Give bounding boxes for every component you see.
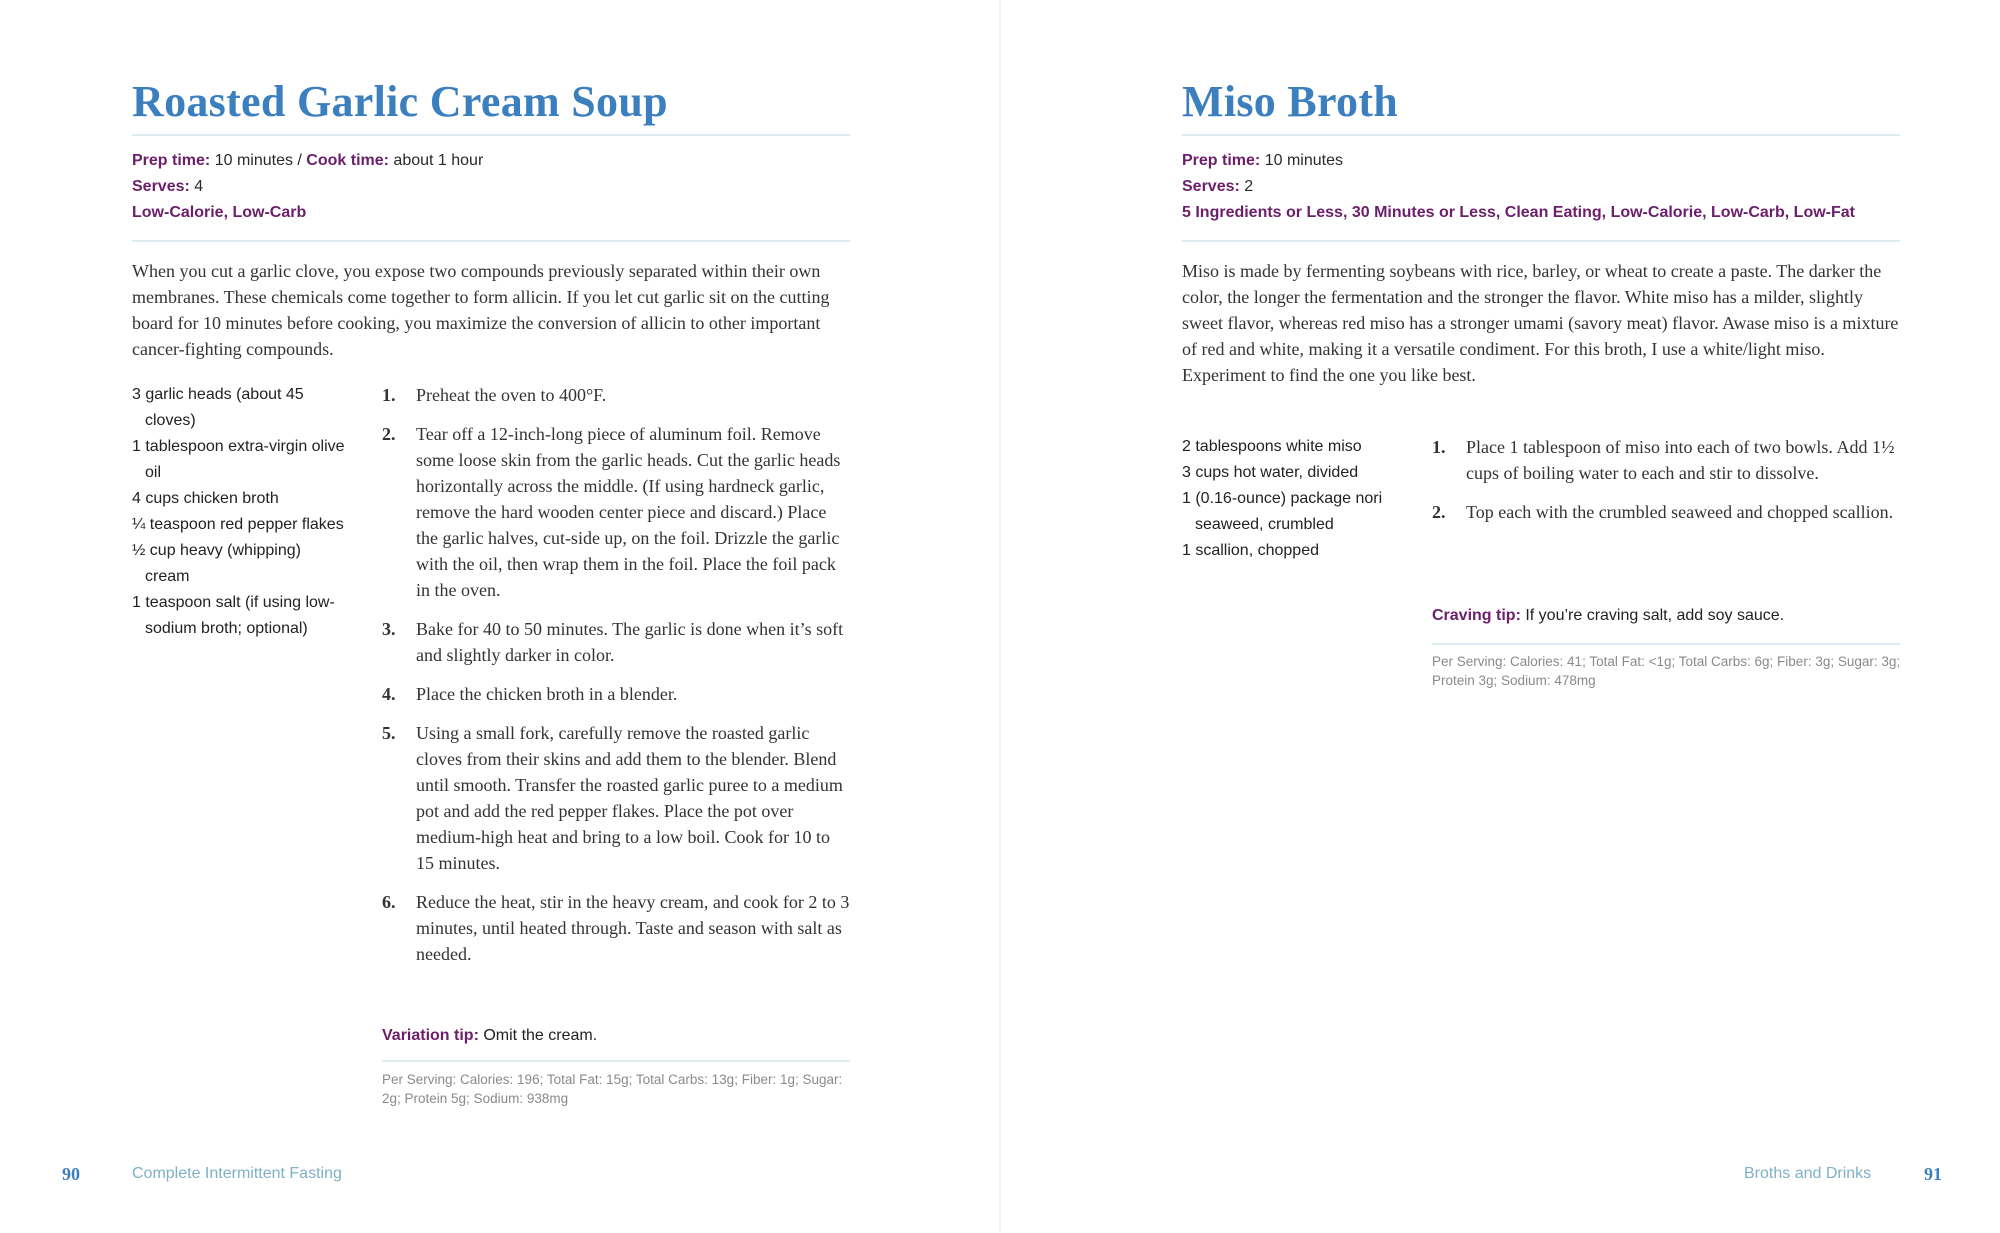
serves-label: Serves: [1182,178,1240,195]
running-title: Broths and Drinks [1744,1165,1872,1182]
step-text: Preheat the oven to 400°F. [416,385,607,405]
step-item [1432,434,1900,486]
nutrition-info: Per Serving: Calories: 196; Total Fat: 15g; Total Carbs: 13g; Fiber: 1g; Sugar: 2g; Protein 5g; Sodium: 938mg [382,1072,843,1106]
recipe-intro: When you cut a garlic clove, you expose two compounds previously separated within their own membranes. These chemicals come together to form allicin. If you let cut garlic sit on the cutting board for 10 minutes before cooking, you maximize the conversion of allicin to other important cancer-fighting compounds. [132,261,830,359]
serves-line [132,174,483,200]
recipe-title: Roasted Garlic Cream Soup [132,77,668,126]
step-text: Using a small fork, carefully remove the roasted garlic cloves from their skins and add them to the blender. Blend until smooth. Transfer the roasted garlic puree to a medium pot and add the red pepper flakes. Place the pot over medium-high heat and bring to a low boil. Cook for 10 to 15 minutes. [416,723,843,873]
cook-time-label: Cook time: [306,152,389,169]
serves-line [1182,174,1855,200]
page-number: 90 [62,1164,80,1184]
step-number: 4. [382,684,396,704]
nutrition-info: Per Serving: Calories: 41; Total Fat: <1g; Total Carbs: 6g; Fiber: 3g; Sugar: 3g; Protein 3g; Sodium: 478mg [1432,654,1901,688]
step-number: 5. [382,723,396,743]
step-item [382,421,850,603]
meta-rule [1182,240,1900,242]
step-item [1432,499,1900,525]
serves-label: Serves: [132,178,190,195]
variation-tip [382,1024,597,1048]
meta-rule [132,240,850,242]
prep-time-label: Prep time: [132,152,211,169]
right-page [1000,0,2000,1233]
serves-value: 2 [1239,178,1254,195]
step-number: 1. [1432,437,1446,457]
tip-label: Variation tip: [382,1027,479,1044]
ingredient-item: ¼ teaspoon red pepper flakes [132,516,344,533]
page-number: 91 [1924,1164,1942,1184]
step-item [382,382,850,408]
recipe-meta [1182,148,1855,226]
step-item [382,616,850,668]
time-line [132,148,483,174]
step-number: 2. [1432,502,1446,522]
prep-time-value: 10 minutes / [210,152,307,169]
cook-time-value: about 1 hour [388,152,484,169]
steps-list [1432,434,1900,538]
serves-value: 4 [189,178,204,195]
ingredient-item: 1 tablespoon extra-virgin olive oil [132,438,345,481]
ingredient-item: 1 scallion, chopped [1182,542,1319,559]
time-line [1182,148,1855,174]
ingredient-item: 3 cups hot water, divided [1182,464,1359,481]
nutrition-rule [382,1060,850,1062]
ingredient-item: ½ cup heavy (whipping) cream [132,542,301,585]
step-number: 2. [382,424,396,444]
step-text: Place the chicken broth in a blender. [416,684,678,704]
step-item [382,681,850,707]
tip-label: Craving tip: [1432,607,1521,624]
step-text: Place 1 tablespoon of miso into each of two bowls. Add 1½ cups of boiling water to each and stir to dissolve. [1466,437,1895,483]
nutrition-rule [1432,643,1900,645]
step-number: 1. [382,385,396,405]
recipe-tags: 5 Ingredients or Less, 30 Minutes or Less, Clean Eating, Low-Calorie, Low-Carb, Low-Fat [1182,204,1855,221]
ingredient-item: 1 teaspoon salt (if using low-sodium broth; optional) [132,594,335,637]
ingredient-item: 4 cups chicken broth [132,490,279,507]
tip-text: If you’re craving salt, add soy sauce. [1520,607,1785,624]
tip-text: Omit the cream. [478,1027,598,1044]
craving-tip [1432,604,1784,628]
step-item [382,720,850,876]
step-text: Tear off a 12-inch-long piece of aluminum foil. Remove some loose skin from the garlic heads. Cut the garlic heads horizontally across the middle. (If using hardneck garlic, remove the hard wooden center piece and discard.) Place the garlic halves, cut-side up, on the foil. Drizzle the garlic with the oil, then wrap them in the foil. Place the foil pack in the oven. [416,424,841,600]
running-title: Complete Intermittent Fasting [132,1165,342,1182]
title-rule [1182,134,1900,136]
recipe-title: Miso Broth [1182,77,1399,126]
step-number: 6. [382,892,396,912]
ingredients-list [1182,434,1397,564]
recipe-intro: Miso is made by fermenting soybeans with rice, barley, or wheat to create a paste. The darker the color, the longer the fermentation and the stronger the flavor. White miso has a milder, slightly sweet flavor, whereas red miso has a stronger umami (savory meat) flavor. Awase miso is a mixture of red and white, making it a versatile condiment. For this broth, I use a white/light miso. Experiment to find the one you like best. [1182,261,1899,385]
step-item [382,889,850,967]
recipe-meta [132,148,483,226]
step-text: Reduce the heat, stir in the heavy cream, and cook for 2 to 3 minutes, until heated through. Taste and season with salt as needed. [416,892,850,964]
ingredient-item: 2 tablespoons white miso [1182,438,1362,455]
steps-list [382,382,850,980]
ingredient-item: 1 (0.16-ounce) package nori seaweed, crumbled [1182,490,1383,533]
title-rule [132,134,850,136]
prep-time-label: Prep time: [1182,152,1261,169]
ingredient-item: 3 garlic heads (about 45 cloves) [132,386,304,429]
recipe-tags: Low-Calorie, Low-Carb [132,204,307,221]
prep-time-value: 10 minutes [1260,152,1343,169]
ingredients-list [132,382,347,642]
step-number: 3. [382,619,396,639]
step-text: Top each with the crumbled seaweed and chopped scallion. [1466,502,1894,522]
step-text: Bake for 40 to 50 minutes. The garlic is done when it’s soft and slightly darker in color. [416,619,844,665]
